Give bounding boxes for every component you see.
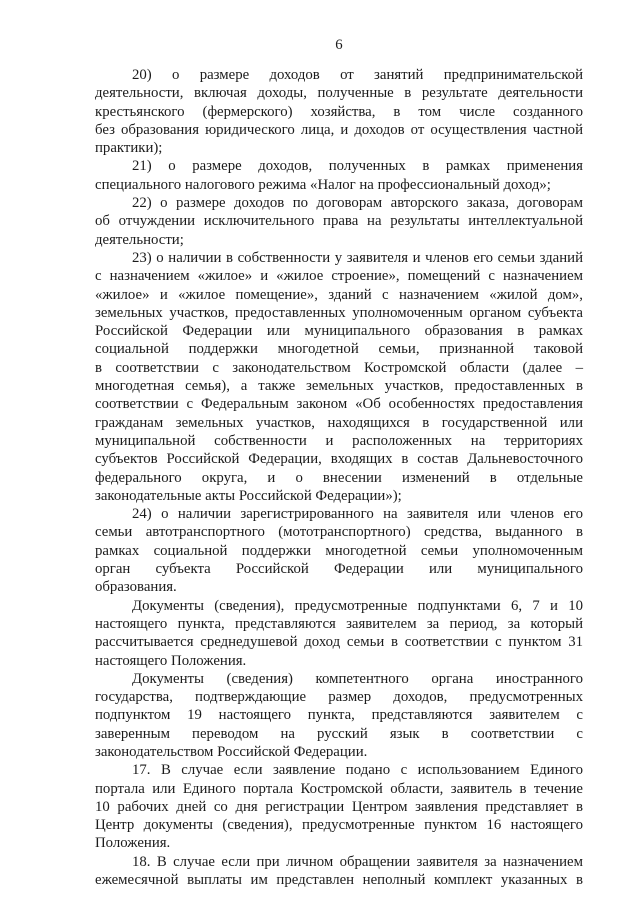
paragraph-documents-foreign <box>95 670 583 761</box>
text-line: Центр документы (сведения), предусмотренные пунктом 16 настоящего <box>95 817 583 834</box>
text-line: образования. <box>95 579 177 596</box>
text-line: с назначением «жилое» и «жилое строение», помещений с назначением <box>95 268 583 285</box>
text-line: об отчуждении исключительного права на результаты интеллектуальной <box>95 213 583 230</box>
text-line: Документы (сведения), предусмотренные подпунктами 6, 7 и 10 <box>132 597 583 614</box>
text-line: Положения. <box>95 835 171 852</box>
text-line: настоящего Положения. <box>95 652 247 669</box>
text-line: «жилое» и «жилое помещение», зданий с назначением «жилой дом», <box>95 286 583 303</box>
paragraph-item-17 <box>95 761 583 852</box>
text-line: законодательством Российской Федерации. <box>95 743 368 760</box>
text-line: ежемесячной выплаты им представлен неполный комплект указанных в <box>95 872 583 889</box>
text-line: 20) о размере доходов от занятий предпринимательской <box>132 67 583 83</box>
paragraph-subitem-22 <box>95 194 583 249</box>
text-line: 23) о наличии в собственности у заявителя и членов его семьи зданий <box>132 249 583 266</box>
text-line: субъектов Российской Федерации, входящих в состав Дальневосточного <box>95 451 583 468</box>
text-line: 18. В случае если при личном обращении заявителя за назначением <box>132 853 583 870</box>
text-line: 24) о наличии зарегистрированного на заявителя или членов его <box>132 506 583 523</box>
text-line: рамках социальной поддержки многодетной семьи уполномоченным <box>95 542 583 559</box>
page-number: 6 <box>335 37 343 53</box>
text-line: соответствии с Федеральным законом «Об особенностях предоставления <box>95 396 583 413</box>
text-line: гражданам земельных участков, находящихся в государственной или <box>95 414 583 431</box>
text-line: деятельности, включая доходы, полученные в результате деятельности <box>95 85 583 102</box>
text-line: 17. В случае если заявление подано с использованием Единого <box>132 762 583 779</box>
text-line: многодетная семья), а также земельных участков, предоставленных в <box>95 378 583 395</box>
text-line: крестьянского (фермерского) хозяйства, в том числе созданного <box>95 103 583 120</box>
text-line: Документы (сведения) компетентного органа иностранного <box>132 670 583 687</box>
text-line: земельных участков, предоставленных уполномоченным органом субъекта <box>95 304 583 321</box>
text-line: 10 рабочих дней со дня регистрации Центром заявления представляет в <box>95 798 583 815</box>
text-line: государства, подтверждающие размер доходов, предусмотренных <box>95 689 583 706</box>
text-line: 21) о размере доходов, полученных в рамках применения <box>132 158 583 175</box>
document-body <box>95 66 583 889</box>
text-line: рассчитывается среднедушевой доход семьи в соответствии с пунктом 31 <box>95 634 583 651</box>
text-line: деятельности; <box>95 231 184 248</box>
text-line: подпунктом 19 настоящего пункта, представляются заявителем с <box>95 707 583 724</box>
text-line: законодательные акты Российской Федерации»); <box>95 487 402 504</box>
text-line: 22) о размере доходов по договорам авторского заказа, договорам <box>132 195 583 212</box>
text-line: федерального округа, и о внесении изменений в отдельные <box>95 469 583 486</box>
text-line: заверенным переводом на русский язык в соответствии с <box>95 725 583 742</box>
text-line: орган субъекта Российской Федерации или муниципального <box>95 561 583 578</box>
text-line: практики); <box>95 140 163 157</box>
paragraph-subitem-20 <box>95 66 583 157</box>
text-line: специального налогового режима «Налог на профессиональный доход»; <box>95 176 551 193</box>
text-line: Российской Федерации или муниципального образования в рамках <box>95 323 583 340</box>
text-line: семьи автотранспортного (мототранспортного) средства, выданного в <box>95 524 583 541</box>
paragraph-subitem-23 <box>95 249 583 505</box>
paragraph-item-18 <box>95 853 583 890</box>
text-line: настоящего пункта, представляются заявителем за период, за который <box>95 615 583 632</box>
paragraph-subitem-21 <box>95 157 583 194</box>
paragraph-documents-period <box>95 597 583 670</box>
text-line: без образования юридического лица, и доходов от осуществления частной <box>95 121 583 138</box>
text-line: в соответствии с законодательством Костромской области (далее – <box>95 359 583 376</box>
text-line: муниципальной собственности и расположенных на территориях <box>95 432 583 449</box>
paragraph-subitem-24 <box>95 505 583 596</box>
text-line: социальной поддержки многодетной семьи, признанной таковой <box>95 341 583 358</box>
text-line: портала или Единого портала Костромской области, заявитель в течение <box>95 780 583 797</box>
